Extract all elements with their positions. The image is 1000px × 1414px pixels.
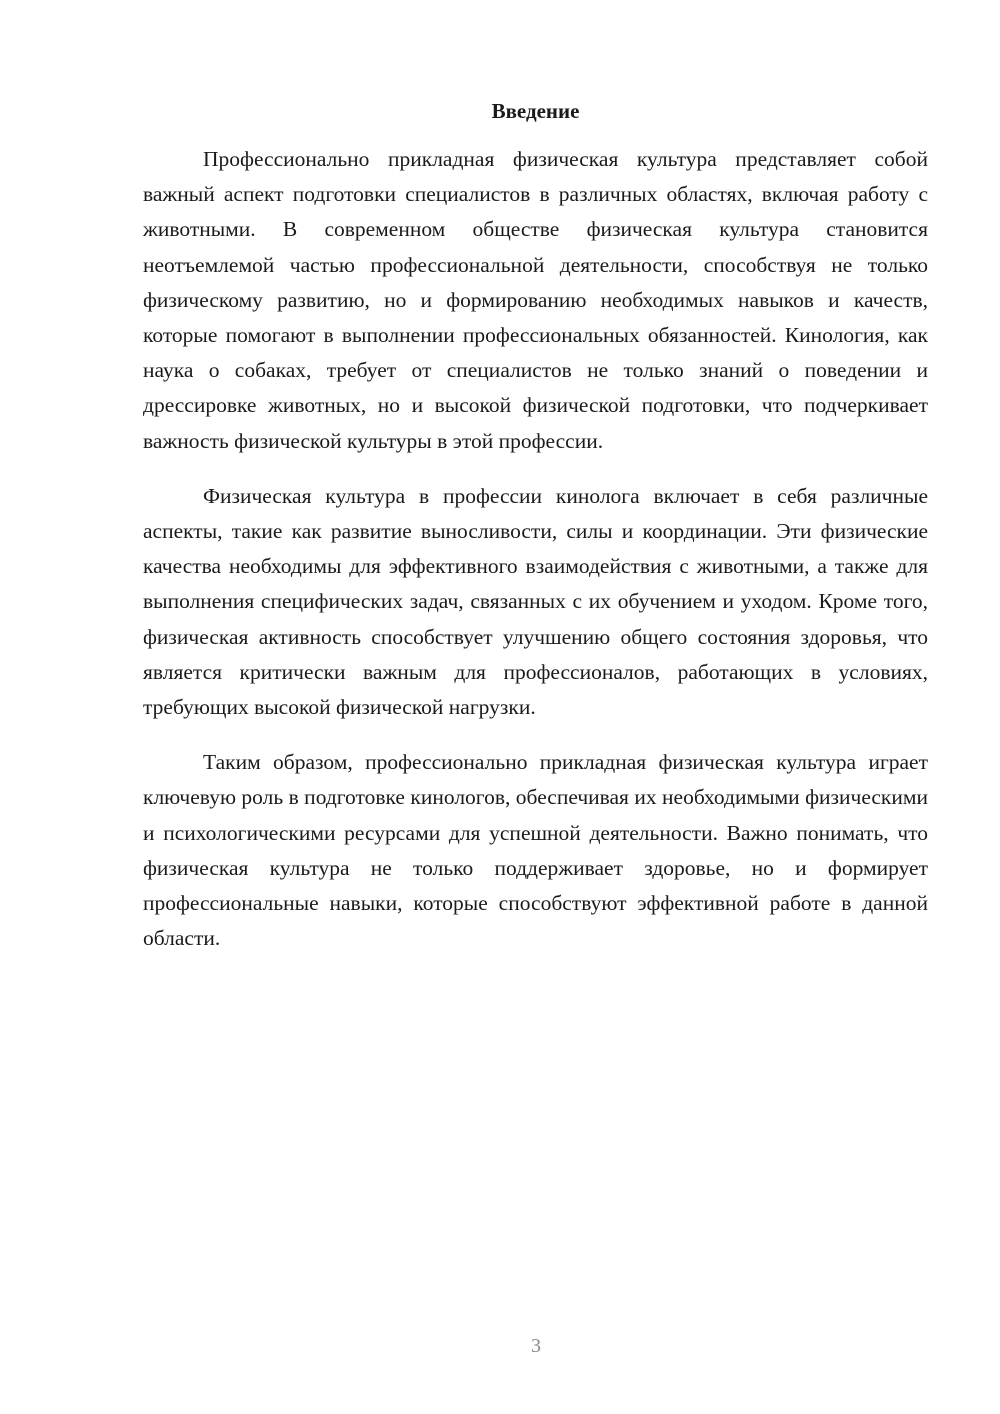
document-body [143, 142, 928, 976]
paragraph-1: Профессионально прикладная физическая культура представляет собой важный аспект подготовки специалистов в различных областях, включая работу с животными. В современном обществе физическая культура становится неотъемлемой частью профессиональной деятельности, способствуя не только физическому развитию, но и формированию необходимых навыков и качеств, которые помогают в выполнении профессиональных обязанностей. Кинология, как наука о собаках, требует от специалистов не только знаний о поведении и дрессировке животных, но и высокой физической подготовки, что подчеркивает важность физической культуры в этой профессии. [143, 147, 928, 453]
document-title: Введение [491, 99, 580, 123]
paragraph-2: Физическая культура в профессии кинолога включает в себя различные аспекты, такие как развитие выносливости, силы и координации. Эти физические качества необходимы для эффективного взаимодействия с животными, а также для выполнения специфических задач, связанных с их обучением и уходом. Кроме того, физическая активность способствует улучшению общего состояния здоровья, что является критически важным для профессионалов, работающих в условиях, требующих высокой физической нагрузки. [143, 483, 928, 720]
paragraph-3: Таким образом, профессионально прикладная физическая культура играет ключевую роль в подготовке кинологов, обеспечивая их необходимыми физическими и психологическими ресурсами для успешной деятельности. Важно понимать, что физическая культура не только поддерживает здоровье, но и формирует профессиональные навыки, которые способствуют эффективной работе в данной области. [143, 750, 928, 951]
page-number: 3 [531, 1335, 541, 1357]
